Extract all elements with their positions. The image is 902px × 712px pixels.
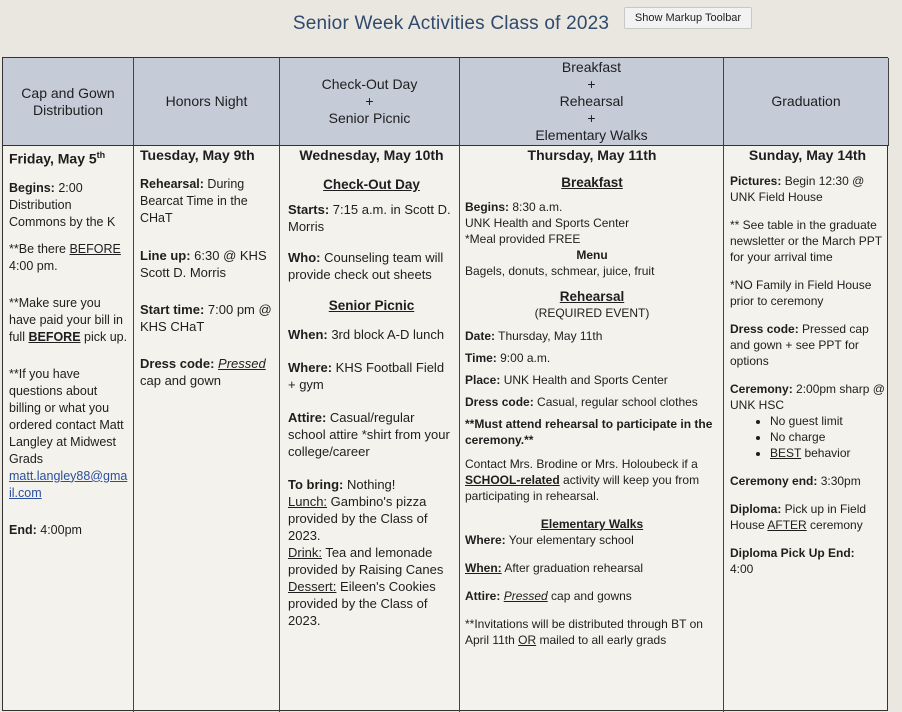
day-heading: Sunday, May 14th xyxy=(748,147,867,163)
day-heading: Wednesday, May 10th xyxy=(299,147,444,163)
starts-text: Starts: 7:15 a.m. in Scott D. Morris xyxy=(288,202,451,234)
start-time-text: Start time: 7:00 pm @ KHS CHaT xyxy=(140,302,272,334)
ceremony-end-text: Ceremony end: 3:30pm xyxy=(730,474,861,488)
no-family-text: *NO Family in Field House prior to ceremony xyxy=(730,278,872,308)
header-label: Elementary Walks xyxy=(535,127,648,143)
elementary-walks-title: Elementary Walks xyxy=(540,517,644,531)
diploma-text: Diploma: Pick up in Field House AFTER ceremony xyxy=(730,502,867,532)
where-text: Where: KHS Football Field + gym xyxy=(288,360,445,392)
page-title: Senior Week Activities Class of 2023 xyxy=(292,13,610,34)
dessert-text: Dessert: Eileen's Cookies provided by the Class of 2023. xyxy=(288,579,436,628)
dress-code-text: Dress code: Pressed cap and gown + see PPT for options xyxy=(730,322,869,368)
menu-label: Menu xyxy=(576,248,608,262)
attire-text: Attire: Casual/regular school attire *shirt from your college/career xyxy=(288,410,450,459)
breakfast-begins: Begins: 8:30 a.m. xyxy=(465,200,563,214)
paid-text: **Make sure you have paid your bill in full BEFORE pick up. xyxy=(9,295,128,344)
who-text: Who: Counseling team will provide check out sheets xyxy=(288,250,444,282)
ceremony-text: Ceremony: 2:00pm sharp @ UNK HSC xyxy=(730,382,885,412)
invitations-text: **Invitations will be distributed through BT on April 11th OR mailed to all early grads xyxy=(465,617,703,647)
checkout-day-title: Check-Out Day xyxy=(323,177,420,192)
activities-table xyxy=(2,57,888,711)
lineup-text: Line up: 6:30 @ KHS Scott D. Morris xyxy=(140,248,267,280)
dress-code-text: Dress code: Casual, regular school clothes xyxy=(465,395,698,409)
drink-text: Drink: Tea and lemonade provided by Raising Canes xyxy=(288,545,444,577)
bring-text: To bring: Nothing! xyxy=(288,477,396,492)
pictures-text: Pictures: Begin 12:30 @ UNK Field House xyxy=(730,174,865,204)
senior-picnic-title: Senior Picnic xyxy=(328,298,415,313)
rehearsal-title: Rehearsal xyxy=(559,289,625,304)
show-markup-toolbar-button[interactable]: Show Markup Toolbar xyxy=(624,7,752,29)
day-heading: Tuesday, May 9th xyxy=(140,147,255,163)
menu-items: Bagels, donuts, schmear, juice, fruit xyxy=(465,264,655,278)
header-label: Honors Night xyxy=(165,93,248,109)
header-label: Rehearsal xyxy=(559,93,624,109)
email-link[interactable]: matt.langley88@gmail.com xyxy=(9,468,128,500)
time-text: Time: 9:00 a.m. xyxy=(465,351,551,365)
header-breakfast-rehearsal-walks xyxy=(460,58,724,146)
questions-text: **If you have questions about billing or what you ordered contact Matt Langley at Midwest Grads xyxy=(9,366,124,466)
column-cap-gown xyxy=(3,146,134,712)
contact-text: Contact Mrs. Brodine or Mrs. Holoubeck if a SCHOOL-related activity will keep you from participating in rehearsal. xyxy=(465,457,700,503)
header-plus: + xyxy=(587,76,596,92)
bullet-guest-limit: • No guest limit xyxy=(770,413,885,429)
header-label: Graduation xyxy=(771,93,841,109)
column-honors-night xyxy=(134,146,280,712)
column-breakfast-rehearsal-walks xyxy=(460,146,724,712)
header-plus: + xyxy=(587,110,596,126)
must-attend-text: **Must attend rehearsal to participate in the ceremony.** xyxy=(465,417,713,447)
dress-code-text: Dress code: Pressed cap and gown xyxy=(140,356,266,388)
end-text: End: 4:00pm xyxy=(9,522,82,537)
header-plus: + xyxy=(365,93,374,109)
walks-when-text: When: After graduation rehearsal xyxy=(465,561,644,575)
header-label: Check-Out Day xyxy=(321,76,418,92)
bullet-behavior: • BEST behavior xyxy=(770,445,885,461)
when-text: When: 3rd block A-D lunch xyxy=(288,327,445,342)
breakfast-meal: *Meal provided FREE xyxy=(465,232,581,246)
breakfast-title: Breakfast xyxy=(561,175,623,190)
day-heading: Friday, May 5th xyxy=(9,150,106,167)
column-graduation xyxy=(724,146,889,712)
header-honors-night xyxy=(134,58,280,146)
table-note: ** See table in the graduate newsletter or the March PPT for your arrival time xyxy=(730,218,882,264)
diploma-pickup-text: Diploma Pick Up End: 4:00 xyxy=(730,546,855,576)
breakfast-venue: UNK Health and Sports Center xyxy=(465,216,630,230)
ceremony-bullets xyxy=(730,413,885,461)
begins-text: Begins: 2:00 Distribution Commons by the K xyxy=(9,180,116,229)
header-label: Breakfast xyxy=(561,59,622,75)
header-checkout-picnic xyxy=(280,58,460,146)
header-cap-gown xyxy=(3,58,134,146)
be-there-text: **Be there BEFORE 4:00 pm. xyxy=(9,241,121,273)
header-graduation xyxy=(724,58,889,146)
bullet-no-charge: • No charge xyxy=(770,429,885,445)
walks-where-text: Where: Your elementary school xyxy=(465,533,634,547)
date-text: Date: Thursday, May 11th xyxy=(465,329,603,343)
header-label: Senior Picnic xyxy=(328,110,411,126)
column-checkout-picnic xyxy=(280,146,460,712)
header-label: Cap and Gown Distribution xyxy=(21,84,115,118)
day-heading: Thursday, May 11th xyxy=(527,147,657,163)
lunch-text: Lunch: Gambino's pizza provided by the Class of 2023. xyxy=(288,494,428,543)
rehearsal-text: Rehearsal: During Bearcat Time in the CHaT xyxy=(140,177,248,225)
place-text: Place: UNK Health and Sports Center xyxy=(465,373,668,387)
walks-attire-text: Attire: Pressed cap and gowns xyxy=(465,589,632,603)
required-event: (REQUIRED EVENT) xyxy=(534,306,650,320)
